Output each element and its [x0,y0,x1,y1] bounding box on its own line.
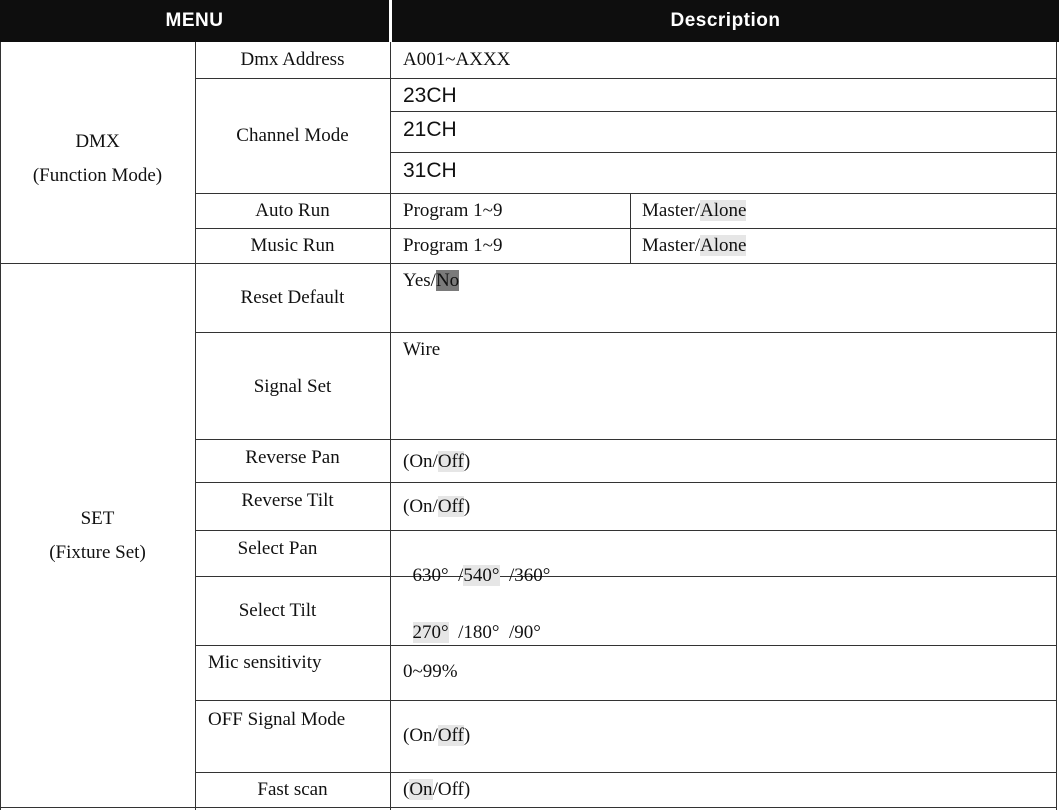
select-pan-630: 630° / [412,565,464,586]
off-signal-mode-close: ) [463,725,471,746]
reset-default-yes: Yes/ [403,270,436,291]
music-run-mode [642,235,746,257]
music-run-program: Program 1~9 [403,235,503,256]
select-pan-label: Select Pan [237,538,318,559]
channel-mode-option: 21CH [403,118,457,141]
reverse-tilt-label: Reverse Tilt [241,490,334,511]
reset-default-value [403,270,459,292]
fast-scan-value [403,779,470,801]
description-column-header: Description [392,0,1059,42]
reverse-pan-off: Off [437,451,464,472]
select-pan-value [403,543,550,587]
off-signal-mode-on: (On/ [403,725,438,746]
reverse-tilt-value [403,496,470,518]
auto-run-mode-master: Master/ [642,200,701,221]
select-pan-540: 540° [463,565,500,586]
off-signal-mode-off: Off [437,725,464,746]
reverse-tilt-close: ) [463,496,471,517]
set-group-title: SET [80,508,115,529]
select-tilt-270: 270° [412,622,449,643]
dmx-address-label: Dmx Address [240,49,345,70]
select-tilt-180-90: /180° /90° [448,622,541,643]
fast-scan-on: On [409,779,433,800]
menu-column-header: MENU [0,0,389,42]
signal-set-value: Wire [403,339,441,360]
auto-run-label: Auto Run [255,200,330,221]
fast-scan-open: ( [403,779,410,800]
select-pan-360: /360° [499,565,551,586]
select-tilt-label: Select Tilt [238,600,317,621]
set-group-subtitle: (Fixture Set) [49,542,146,563]
channel-mode-option: 23CH [403,84,457,107]
music-run-mode-alone: Alone [700,235,747,256]
auto-run-program: Program 1~9 [403,200,503,221]
dmx-group-label [0,125,195,193]
set-group-label [0,502,195,570]
dmx-address-value: A001~AXXX [403,49,511,70]
dmx-group-title: DMX [75,131,120,152]
reverse-tilt-off: Off [437,496,464,517]
channel-mode-label: Channel Mode [236,125,349,146]
reverse-pan-label: Reverse Pan [245,447,340,468]
music-run-label: Music Run [250,235,335,256]
reverse-tilt-on: (On/ [403,496,438,517]
music-run-mode-master: Master/ [642,235,701,256]
mic-sensitivity-value: 0~99% [403,661,458,682]
auto-run-mode [642,200,746,222]
fast-scan-off: /Off) [432,779,471,800]
reset-default-no: No [435,270,460,291]
mic-sensitivity-label: Mic sensitivity [208,652,322,673]
reverse-pan-value [403,451,470,473]
fast-scan-label: Fast scan [257,779,328,800]
off-signal-mode-label: OFF Signal Mode [208,709,346,730]
auto-run-mode-alone: Alone [700,200,747,221]
channel-mode-option: 31CH [403,159,457,182]
reverse-pan-on: (On/ [403,451,438,472]
reset-default-label: Reset Default [240,287,345,308]
off-signal-mode-value [403,725,470,747]
select-tilt-value [403,600,541,644]
signal-set-label: Signal Set [253,376,332,397]
dmx-group-subtitle: (Function Mode) [32,165,163,186]
reverse-pan-close: ) [463,451,471,472]
